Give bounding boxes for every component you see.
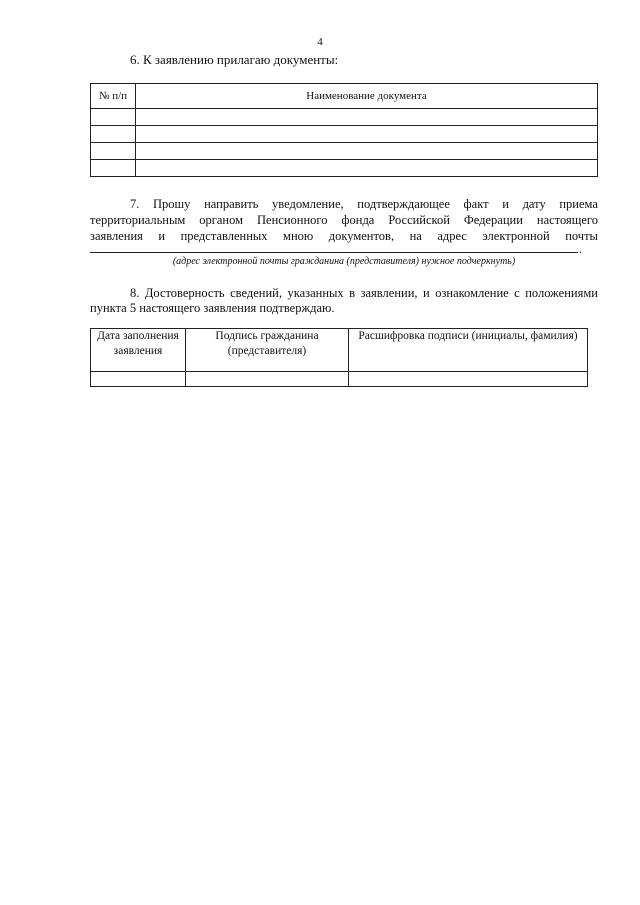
word: и [423,286,430,300]
email-hint: (адрес электронной почты гражданина (представителя) нужное подчеркнуть) [172,256,516,267]
table-cell[interactable] [91,109,136,126]
table-cell[interactable] [136,109,598,126]
section-7-line-1 [90,196,598,212]
column-header-signature: Подпись гражданина (представителя) [186,329,349,372]
word: в [349,286,356,300]
word: почты [565,229,598,243]
word: и [158,229,166,243]
table-header-row [91,329,588,372]
word: адрес [437,229,467,243]
word: Достоверность [144,286,225,300]
signature-cell[interactable] [186,372,349,387]
word: Прошу [153,197,191,211]
word: сведений, [230,286,282,300]
word: заявления [90,229,143,243]
word: 8. [130,286,140,300]
table-row [91,372,588,387]
word: уведомление, [272,197,344,211]
email-line-end: . [579,242,582,256]
date-cell[interactable] [91,372,186,387]
word: представленных [180,229,268,243]
section-8-line-1 [90,286,598,301]
table-cell[interactable] [136,143,598,160]
word: Пенсионного [257,213,328,227]
section-7-paragraph [90,196,598,244]
word: органом [199,213,244,227]
column-header-document-name: Наименование документа [136,84,598,109]
documents-table [90,83,598,177]
section-8-line-2: пункта 5 настоящего заявления подтверждаю. [90,301,335,315]
column-header-decoding: Расшифровка подписи (инициалы, фамилия) [349,329,588,372]
word: с [514,286,520,300]
table-row [91,109,598,126]
word: указанных [287,286,344,300]
column-header-number: № п/п [91,84,136,109]
table-cell[interactable] [136,126,598,143]
word: дату [522,197,546,211]
word: Федерации [463,213,523,227]
word: направить [204,197,259,211]
word: территориальным [90,213,186,227]
word: настоящего [536,213,598,227]
word: мною [283,229,314,243]
email-input-line[interactable] [90,252,578,253]
word: заявлении, [360,286,418,300]
word: фонда [341,213,375,227]
word: электронной [482,229,550,243]
table-cell[interactable] [136,160,598,177]
decoding-cell[interactable] [349,372,588,387]
page-number: 4 [317,36,323,48]
word: на [409,229,422,243]
word: и [502,197,509,211]
word: факт [463,197,489,211]
word: ознакомление [435,286,509,300]
column-header-date: Дата заполнения заявления [91,329,186,372]
word: подтверждающее [357,197,450,211]
table-cell[interactable] [91,143,136,160]
table-row [91,143,598,160]
word: 7. [130,197,140,211]
word: приема [559,197,598,211]
section-6-title: 6. К заявлению прилагаю документы: [130,52,339,67]
table-cell[interactable] [91,126,136,143]
table-cell[interactable] [91,160,136,177]
word: положениями [525,286,598,300]
signature-table [90,328,588,387]
table-header-row [91,84,598,109]
word: Российской [388,213,450,227]
section-8-paragraph [90,286,598,316]
table-row [91,126,598,143]
section-7-line-2 [90,212,598,228]
table-row [91,160,598,177]
section-7-line-3 [90,228,598,244]
word: документов, [328,229,395,243]
